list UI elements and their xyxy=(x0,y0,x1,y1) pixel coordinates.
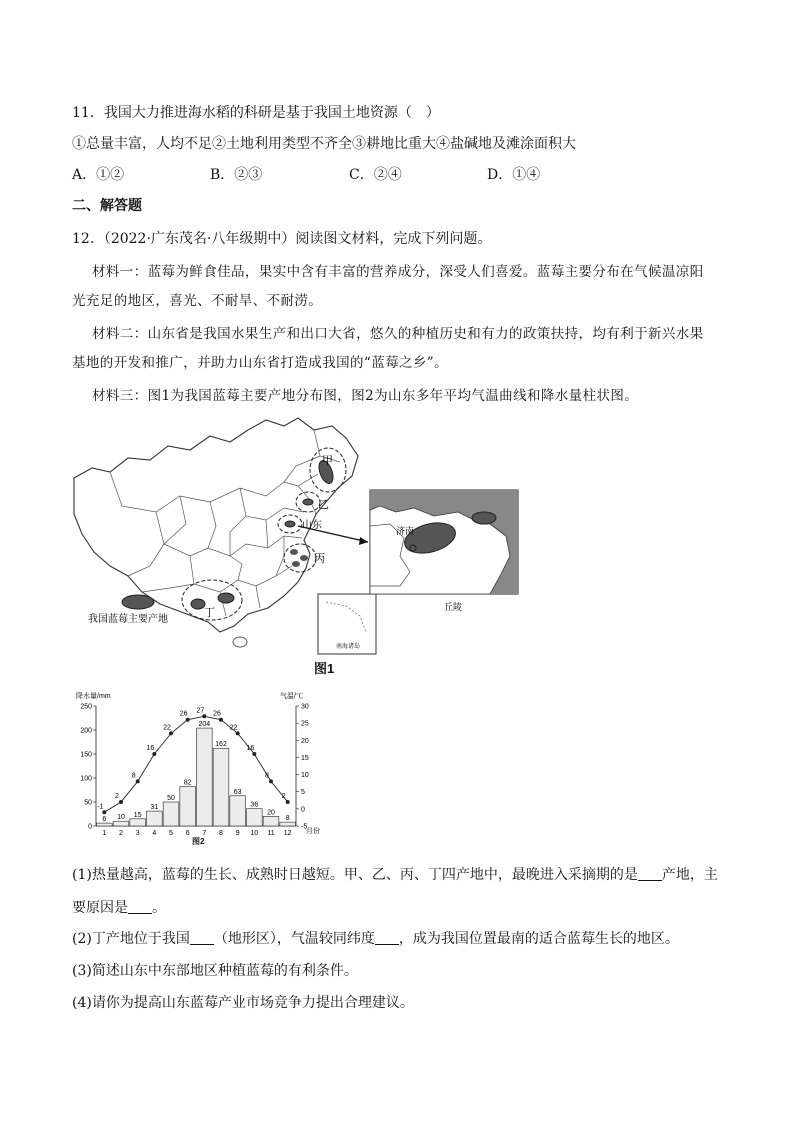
precip-label: 50 xyxy=(167,795,175,802)
label-yi: 乙 xyxy=(318,499,329,511)
figure2-caption: 图2 xyxy=(192,837,205,846)
q2-blank-1 xyxy=(190,930,214,945)
q2-blank-2 xyxy=(375,930,399,945)
figure1-caption: 图1 xyxy=(314,661,335,676)
q11-option-d: D．①④ xyxy=(487,167,541,183)
left-tick-label: 0 xyxy=(88,823,92,831)
q12-material2-line2: 基地的开发和推广，并助力山东省打造成我国的“蓝莓之乡”。 xyxy=(72,355,449,371)
region-yi-blob xyxy=(303,499,313,505)
left-tick-label: 200 xyxy=(80,727,92,735)
right-tick-label: 10 xyxy=(301,772,309,780)
question-2 xyxy=(72,929,679,949)
month-tick-label: 3 xyxy=(135,830,140,837)
q11-option-a: A．①② xyxy=(72,167,125,183)
south-sea-label: 南海诸岛 xyxy=(335,644,361,650)
month-tick-label: 8 xyxy=(219,830,223,837)
q11-stem: 11．我国大力推进海水稻的科研是基于我国土地资源（ ） xyxy=(72,105,440,121)
inset-blob-east xyxy=(472,512,496,524)
precip-bar xyxy=(130,819,146,826)
temperature-point xyxy=(152,752,156,756)
question-4: (4)请你为提高山东蓝莓产业市场竞争力提出合理建议。 xyxy=(72,995,414,1011)
month-tick-label: 9 xyxy=(235,830,240,837)
q12-material1-line1: 材料一：蓝莓为鲜食佳品，果实中含有丰富的营养成分，深受人们喜爱。蓝莓主要分布在气候温凉阳 xyxy=(92,264,704,280)
arrow-line xyxy=(298,526,368,542)
temperature-label: 16 xyxy=(246,745,255,752)
region-ding-blob-1 xyxy=(191,599,205,609)
q1-text-d: 。 xyxy=(152,900,166,916)
precip-label: 15 xyxy=(133,811,142,819)
temperature-point xyxy=(252,752,256,756)
month-tick-label: 5 xyxy=(169,830,173,837)
q12-material2-line1: 材料二：山东省是我国水果生产和出口大省，悠久的种植历史和有力的政策扶持，均有利于新兴水果 xyxy=(92,326,704,342)
arrow-head xyxy=(359,537,368,545)
right-tick-label: 25 xyxy=(301,720,309,728)
precip-label: 6 xyxy=(102,816,107,824)
precip-label: 10 xyxy=(117,814,125,822)
precip-bar xyxy=(147,811,163,826)
temperature-label: 27 xyxy=(196,707,205,715)
temperature-line xyxy=(104,716,287,812)
q1-blank-1 xyxy=(638,866,662,881)
precip-bar xyxy=(280,822,296,826)
precip-bar xyxy=(263,816,279,826)
climate-chart xyxy=(70,688,330,858)
month-tick-label: 1 xyxy=(102,830,107,837)
left-tick-label: 250 xyxy=(80,703,92,711)
q11-option-b: B．②③ xyxy=(210,167,263,183)
month-tick-label: 6 xyxy=(185,830,190,837)
temperature-label: 26 xyxy=(213,710,221,718)
region-bing-blob-2 xyxy=(300,555,308,561)
temperature-point xyxy=(186,718,190,722)
precip-label: 31 xyxy=(150,804,159,812)
temperature-label: 16 xyxy=(146,745,155,752)
label-bing: 丙 xyxy=(314,553,325,565)
temperature-point xyxy=(119,800,123,804)
month-tick-label: 12 xyxy=(283,830,292,837)
q2-text-c: ，成为我国位置最南的适合蓝莓生长的地区。 xyxy=(398,931,679,947)
temperature-point xyxy=(102,810,106,814)
left-tick-label: 50 xyxy=(84,799,92,807)
chart-ylabel-left: 降水量/mm xyxy=(76,693,111,700)
temperature-point xyxy=(286,800,290,804)
right-tick-label: 0 xyxy=(301,806,305,814)
inset-hill-legend: 丘陵 xyxy=(444,602,463,612)
q1-text-b: 产地，主 xyxy=(661,867,718,883)
right-tick-label: 15 xyxy=(301,754,309,762)
q2-text-b: （地形区），气温较同纬度 xyxy=(213,931,375,947)
q1-text-c: 要原因是 xyxy=(72,900,128,916)
q1-blank-2 xyxy=(128,899,152,914)
right-tick-label: 20 xyxy=(301,737,309,745)
month-tick-label: 4 xyxy=(152,830,157,837)
q12-stem: 12．（2022·广东茂名·八年级期中）阅读图文材料，完成下列问题。 xyxy=(72,231,492,247)
temperature-point xyxy=(136,779,140,783)
precip-label: 204 xyxy=(198,721,211,729)
precip-bar xyxy=(247,809,263,826)
section-title: 二、解答题 xyxy=(72,198,142,214)
precip-bar xyxy=(197,728,213,826)
region-shandong-blob xyxy=(285,521,295,527)
q1-text-a: (1)热量越高，蓝莓的生长、成熟时日越短。甲、乙、丙、丁四产地中，最晚进入采摘期的是 xyxy=(72,867,638,883)
temperature-label: -1 xyxy=(97,803,104,811)
chart-ylabel-right: 气温/℃ xyxy=(280,693,303,700)
precip-label: 36 xyxy=(250,801,259,809)
region-bing-blob-1 xyxy=(290,549,298,555)
legend-text: 我国蓝莓主要产地 xyxy=(88,614,168,625)
temperature-label: 2 xyxy=(281,793,286,800)
month-tick-label: 11 xyxy=(267,830,275,837)
temperature-label: 22 xyxy=(229,724,238,732)
temperature-point xyxy=(219,718,223,722)
question-1 xyxy=(72,865,718,885)
temperature-label: 8 xyxy=(265,772,269,780)
question-1-cont xyxy=(72,898,166,918)
temperature-label: 22 xyxy=(163,724,171,732)
map-figure xyxy=(70,416,520,676)
climate-chart-svg xyxy=(70,688,330,858)
q11-option-c: C．②④ xyxy=(349,167,402,183)
precip-label: 8 xyxy=(285,815,290,823)
hainan-island xyxy=(233,637,247,647)
right-tick-label: -5 xyxy=(301,823,308,831)
precip-label: 20 xyxy=(267,809,275,817)
precip-label: 63 xyxy=(233,788,242,796)
temperature-label: 8 xyxy=(131,772,136,780)
precip-bar xyxy=(180,787,196,826)
chart-xlabel: 月份 xyxy=(306,828,320,835)
month-tick-label: 2 xyxy=(119,830,123,837)
region-bing-blob-3 xyxy=(292,561,300,567)
temperature-point xyxy=(269,779,273,783)
temperature-label: 2 xyxy=(115,793,119,800)
temperature-point xyxy=(202,714,206,718)
precip-label: 82 xyxy=(183,779,192,787)
precip-bar xyxy=(213,748,229,826)
label-ding: 丁 xyxy=(204,607,215,619)
precip-bar xyxy=(230,796,246,826)
inset-jinan-label: 济南 xyxy=(396,526,415,536)
precip-label: 162 xyxy=(215,741,227,749)
temperature-point xyxy=(169,731,173,735)
month-tick-label: 7 xyxy=(202,830,207,837)
q11-statements: ①总量丰富，人均不足②土地利用类型不齐全③耕地比重大④盐碱地及滩涂面积大 xyxy=(72,136,576,152)
legend-blob xyxy=(122,595,154,609)
precip-bar xyxy=(97,823,113,826)
china-map xyxy=(70,416,520,656)
temperature-point xyxy=(236,731,240,735)
label-shandong: 山东 xyxy=(302,520,322,531)
temperature-label: 26 xyxy=(179,710,188,718)
q12-material1-line2: 光充足的地区，喜光、不耐旱、不耐涝。 xyxy=(72,293,323,309)
q12-material3: 材料三：图1为我国蓝莓主要产地分布图，图2为山东多年平均气温曲线和降水量柱状图。 xyxy=(92,388,639,404)
month-tick-label: 10 xyxy=(250,830,259,837)
label-jia: 甲 xyxy=(322,455,333,467)
precip-bar xyxy=(163,802,179,826)
right-tick-label: 5 xyxy=(301,789,305,797)
question-3: (3)简述山东中东部地区种植蓝莓的有利条件。 xyxy=(72,963,358,979)
right-tick-label: 30 xyxy=(301,703,309,711)
left-tick-label: 150 xyxy=(80,751,92,759)
region-ding-blob-2 xyxy=(218,593,234,603)
precip-bar xyxy=(113,821,129,826)
q2-text-a: (2)丁产地位于我国 xyxy=(72,931,190,947)
left-tick-label: 100 xyxy=(80,775,92,783)
